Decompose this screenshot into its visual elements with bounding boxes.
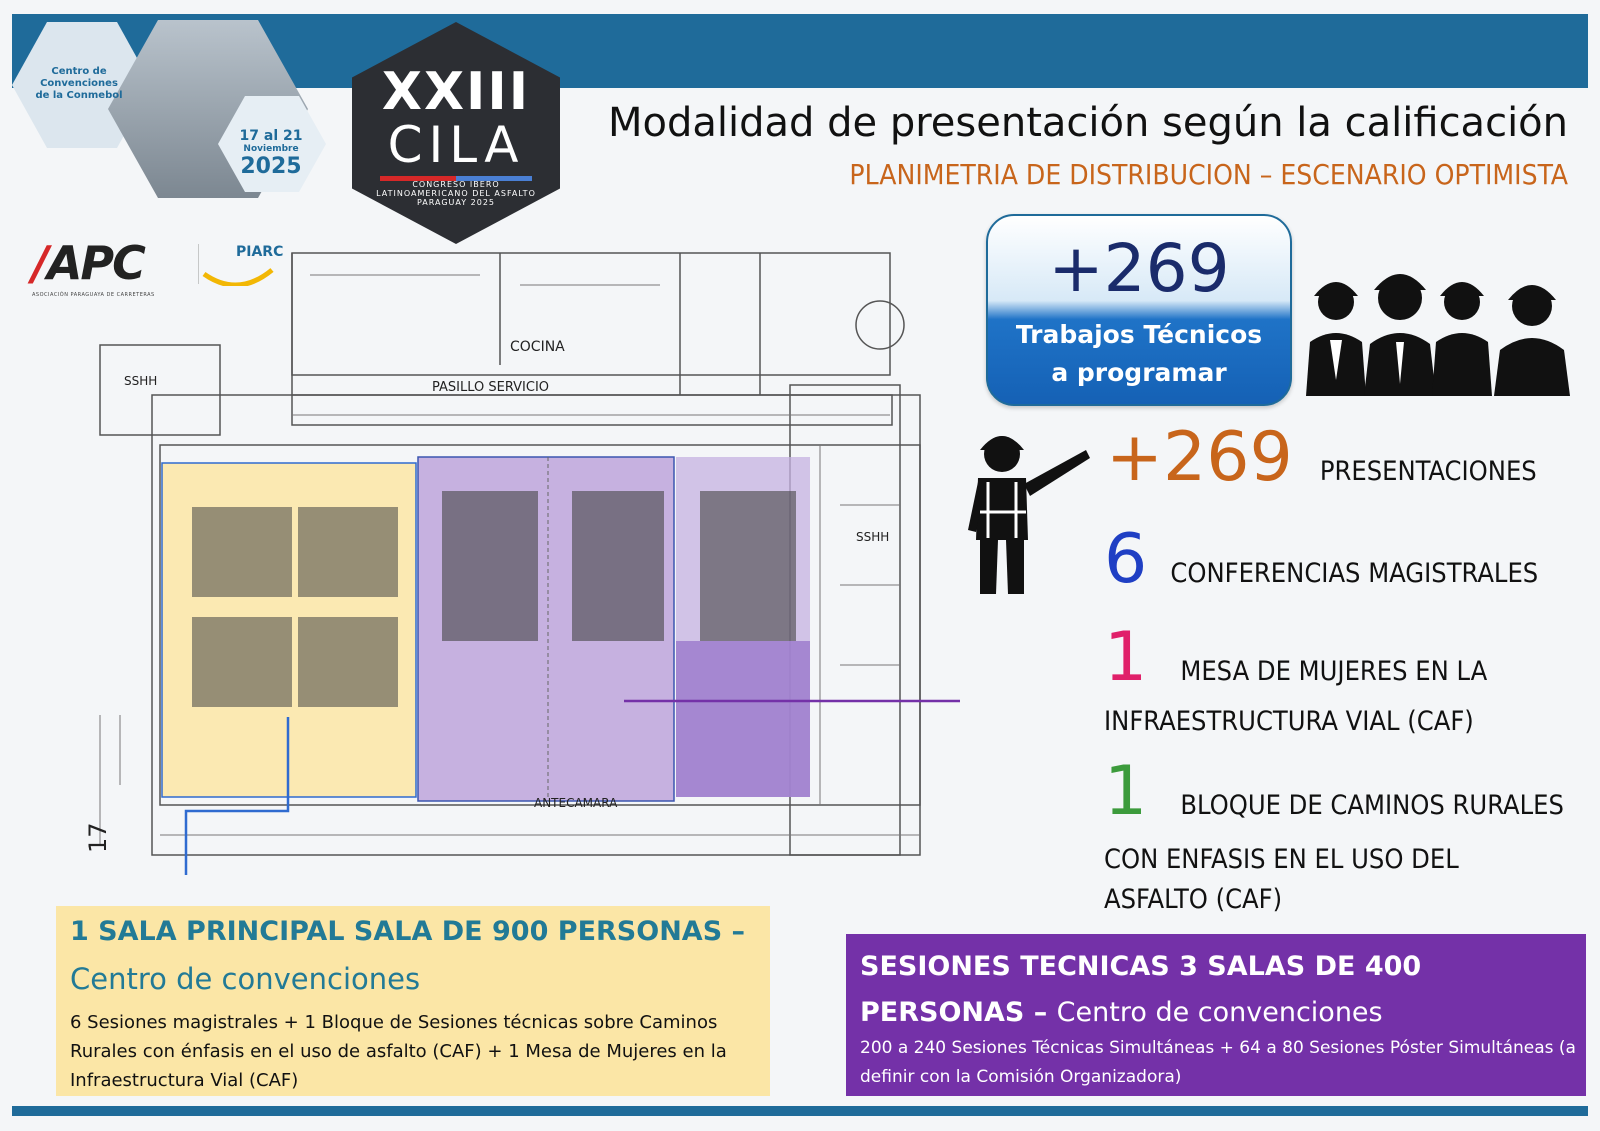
piarc-logo: PIARC xyxy=(236,244,284,260)
room-sshh-right: SSHH xyxy=(856,530,890,544)
technical-papers-label: Trabajos Técnicos a programar xyxy=(1015,320,1263,387)
stat-women-number: 1 xyxy=(1104,618,1148,697)
page-title: Modalidad de presentación según la calificación xyxy=(608,100,1568,146)
date-year: 2025 xyxy=(240,154,302,179)
page-subtitle: PLANIMETRIA DE DISTRIBUCION – ESCENARIO OPTIMISTA xyxy=(849,158,1568,191)
main-hall-box xyxy=(56,906,770,1096)
stat-women-label-2: INFRAESTRUCTURA VIAL (CAF) xyxy=(1104,706,1474,737)
floor-plan xyxy=(60,245,960,875)
date-range: 17 al 21 xyxy=(239,128,303,144)
main-hall-title: 1 SALA PRINCIPAL SALA DE 900 PERSONAS – xyxy=(70,916,746,947)
technical-sessions-box xyxy=(846,934,1586,1096)
stat-rural-label-2: CON ENFASIS EN EL USO DEL xyxy=(1104,844,1459,875)
venue-badge: Centro de Convenciones de la Conmebol xyxy=(35,66,123,101)
technical-sessions-description: 200 a 240 Sesiones Técnicas Simultáneas + 64 a 80 Sesiones Póster Simultáneas (a definir con la Comisión Organizadora) xyxy=(860,1038,1576,1087)
apc-logo: /APC xyxy=(32,236,144,290)
technical-papers-count: +269 xyxy=(1048,230,1230,307)
bottom-banner xyxy=(12,1106,1588,1116)
stat-presentations-number: +269 xyxy=(1106,418,1293,497)
logo-name: CILA xyxy=(387,116,525,174)
stat-conferences-label: CONFERENCIAS MAGISTRALES xyxy=(1170,558,1539,589)
cila-logo xyxy=(352,22,560,244)
main-hall-description: 6 Sesiones magistrales + 1 Bloque de Sesiones técnicas sobre Caminos Rurales con énfasis en el uso de asfalto (CAF) + 1 Mesa de Mujeres en la Infraestructura Vial (CAF) xyxy=(70,1012,727,1091)
technical-sessions-title: SESIONES TECNICAS 3 SALAS DE 400 PERSONAS – Centro de convenciones xyxy=(860,951,1422,1028)
event-dates xyxy=(232,128,310,179)
logo-number: XXIII xyxy=(381,62,531,122)
apc-caption: ASOCIACIÓN PARAGUAYA DE CARRETERAS xyxy=(32,292,155,298)
main-hall-subtitle: Centro de convenciones xyxy=(70,962,421,996)
room-pasillo: PASILLO SERVICIO xyxy=(432,380,550,395)
stat-conferences-number: 6 xyxy=(1104,520,1148,599)
stat-rural-number: 1 xyxy=(1104,752,1148,831)
stat-rural-roads xyxy=(1104,752,1564,831)
stat-conferences xyxy=(1104,520,1539,599)
stat-rural-label: BLOQUE DE CAMINOS RURALES xyxy=(1180,790,1564,821)
stat-women-label: MESA DE MUJERES EN LA xyxy=(1180,656,1488,687)
room-cocina: COCINA xyxy=(510,339,565,355)
pointing-worker-icon xyxy=(968,420,1090,596)
logo-subtitle: CONGRESO IBERO LATINOAMERICANO DEL ASFALTO PARAGUAY 2025 xyxy=(376,180,536,207)
room-antecamara: ANTECAMARA xyxy=(534,796,618,810)
dimension-label: 17 xyxy=(84,822,112,853)
stat-presentations xyxy=(1106,418,1537,497)
date-month: Noviembre xyxy=(243,144,299,154)
technical-papers-box xyxy=(986,214,1292,406)
stat-presentations-label: PRESENTACIONES xyxy=(1319,456,1537,487)
engineers-icon xyxy=(1306,260,1588,396)
stat-rural-label-3: ASFALTO (CAF) xyxy=(1104,884,1283,915)
room-sshh-left: SSHH xyxy=(124,374,158,388)
stat-women-table xyxy=(1104,618,1488,697)
